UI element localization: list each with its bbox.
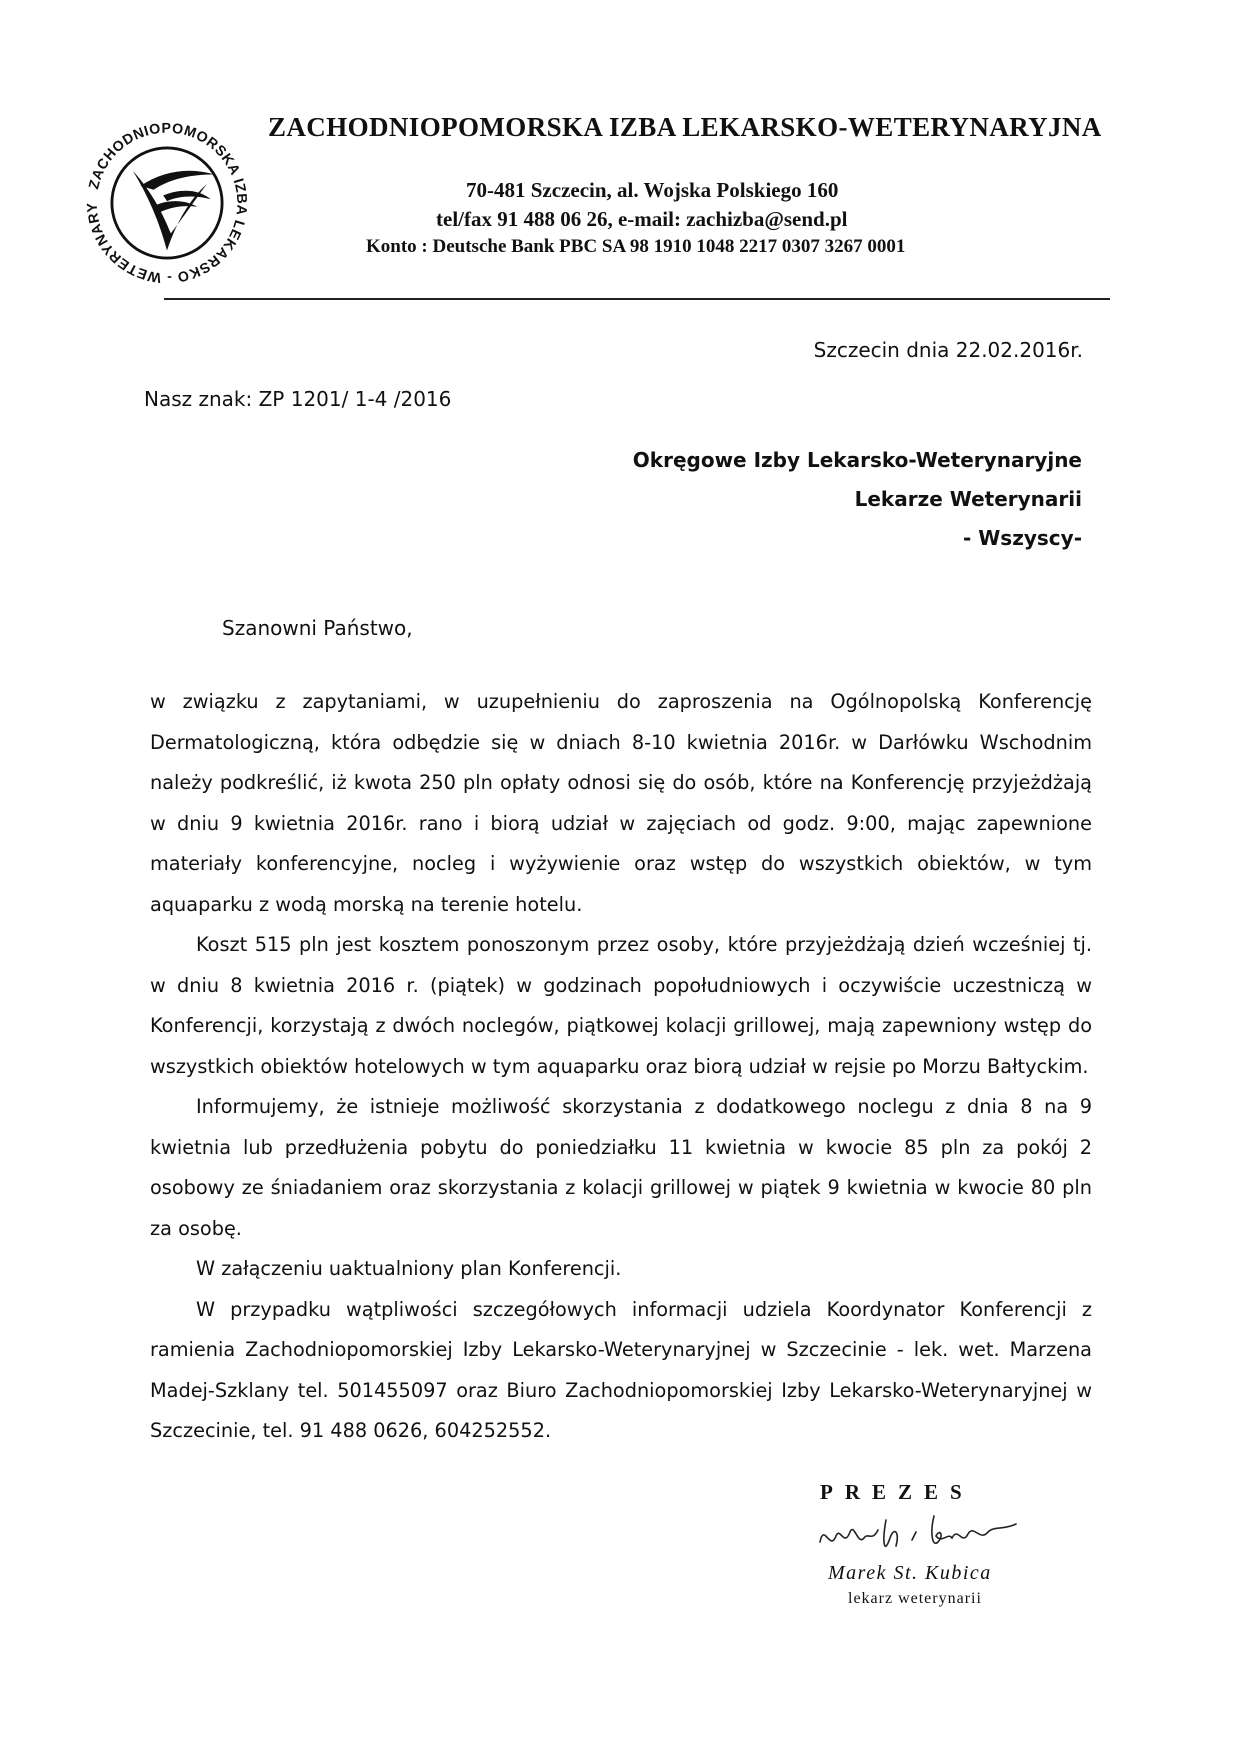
letter-body (150, 682, 1092, 1452)
handwritten-signature (812, 1502, 1032, 1562)
salutation: Szanowni Państwo, (222, 616, 413, 640)
recipient-line: Lekarze Weterynarii (854, 487, 1082, 511)
recipient-line: Okręgowe Izby Lekarsko-Weterynaryjne (632, 448, 1082, 472)
recipient-line: - Wszyscy- (962, 526, 1082, 550)
body-paragraph: Koszt 515 pln jest kosztem ponoszonym przez osoby, które przyjeżdżają dzień wcześniej tj. w dniu 8 kwietnia 2016 r. (piątek) w godzinach popołudniowych i oczywiście uczestniczą w Konferencji, korzystają z dwóch noclegów, piątkowej kolacji grillowej, mają zapewniony wstęp do wszystkich obiektów hotelowych w tym aquaparku oraz biorą udział w rejsie po Morzu Bałtyckim. (150, 933, 1092, 1078)
signer-name: Marek St. Kubica (828, 1562, 992, 1584)
reference-number: Nasz znak: ZP 1201/ 1-4 /2016 (144, 387, 452, 411)
body-paragraph: w związku z zapytaniami, w uzupełnieniu do zaproszenia na Ogólnopolską Konferencję Dermatologiczną, która odbędzie się w dniach 8-10 kwietnia 2016r. w Darłówku Wschodnim należy podkreślić, iż kwota 250 pln opłaty odnosi się do osób, które na Konferencję przyjeżdżają w dniu 9 kwietnia 2016r. rano i biorą udział w zajęciach od godz. 9:00, mając zapewnione materiały konferencyjne, nocleg i wyżywienie oraz wstęp do wszystkich obiektów, w tym aquaparku z wodą morską na terenie hotelu. (150, 690, 1092, 916)
organization-contact: tel/fax 91 488 06 26, e-mail: zachizba@send.pl (436, 207, 848, 231)
logo-ring-text: ZACHODNIOPOMORSKA IZBA LEKARSKO - WETERYNARY (84, 120, 250, 286)
organization-bank-account: Konto : Deutsche Bank PBC SA 98 1910 1048 2217 0307 3267 0001 (366, 236, 906, 257)
signature-stamp-title: PREZES (820, 1480, 974, 1504)
signer-role: lekarz weterynarii (848, 1590, 982, 1607)
body-paragraph: W załączeniu uaktualniony plan Konferencji. (196, 1257, 622, 1280)
letter-date: Szczecin dnia 22.02.2016r. (813, 338, 1083, 362)
signature-block (812, 1480, 1072, 1630)
body-paragraph: Informujemy, że istnieje możliwość skorzystania z dodatkowego noclegu z dnia 8 na 9 kwietnia lub przedłużenia pobytu do poniedziałku 11 kwietnia w kwocie 85 pln za pokój 2 osobowy ze śniadaniem oraz skorzystania z kolacji grillowej w piątek 9 kwietnia w kwocie 80 pln za osobę. (150, 1095, 1092, 1240)
organization-address: 70-481 Szczecin, al. Wojska Polskiego 160 (466, 178, 839, 202)
organization-logo (72, 108, 262, 298)
header-divider (164, 298, 1110, 300)
organization-name: ZACHODNIOPOMORSKA IZBA LEKARSKO-WETERYNARYJNA (268, 112, 1102, 142)
body-paragraph: W przypadku wątpliwości szczegółowych informacji udziela Koordynator Konferencji z ramienia Zachodniopomorskiej Izby Lekarsko-Weterynaryjnej w Szczecinie - lek. wet. Marzena Madej-Szklany tel. 501455097 oraz Biuro Zachodniopomorskiej Izby Lekarsko-Weterynaryjnej w Szczecinie, tel. 91 488 0626, 604252552. (150, 1297, 1092, 1442)
